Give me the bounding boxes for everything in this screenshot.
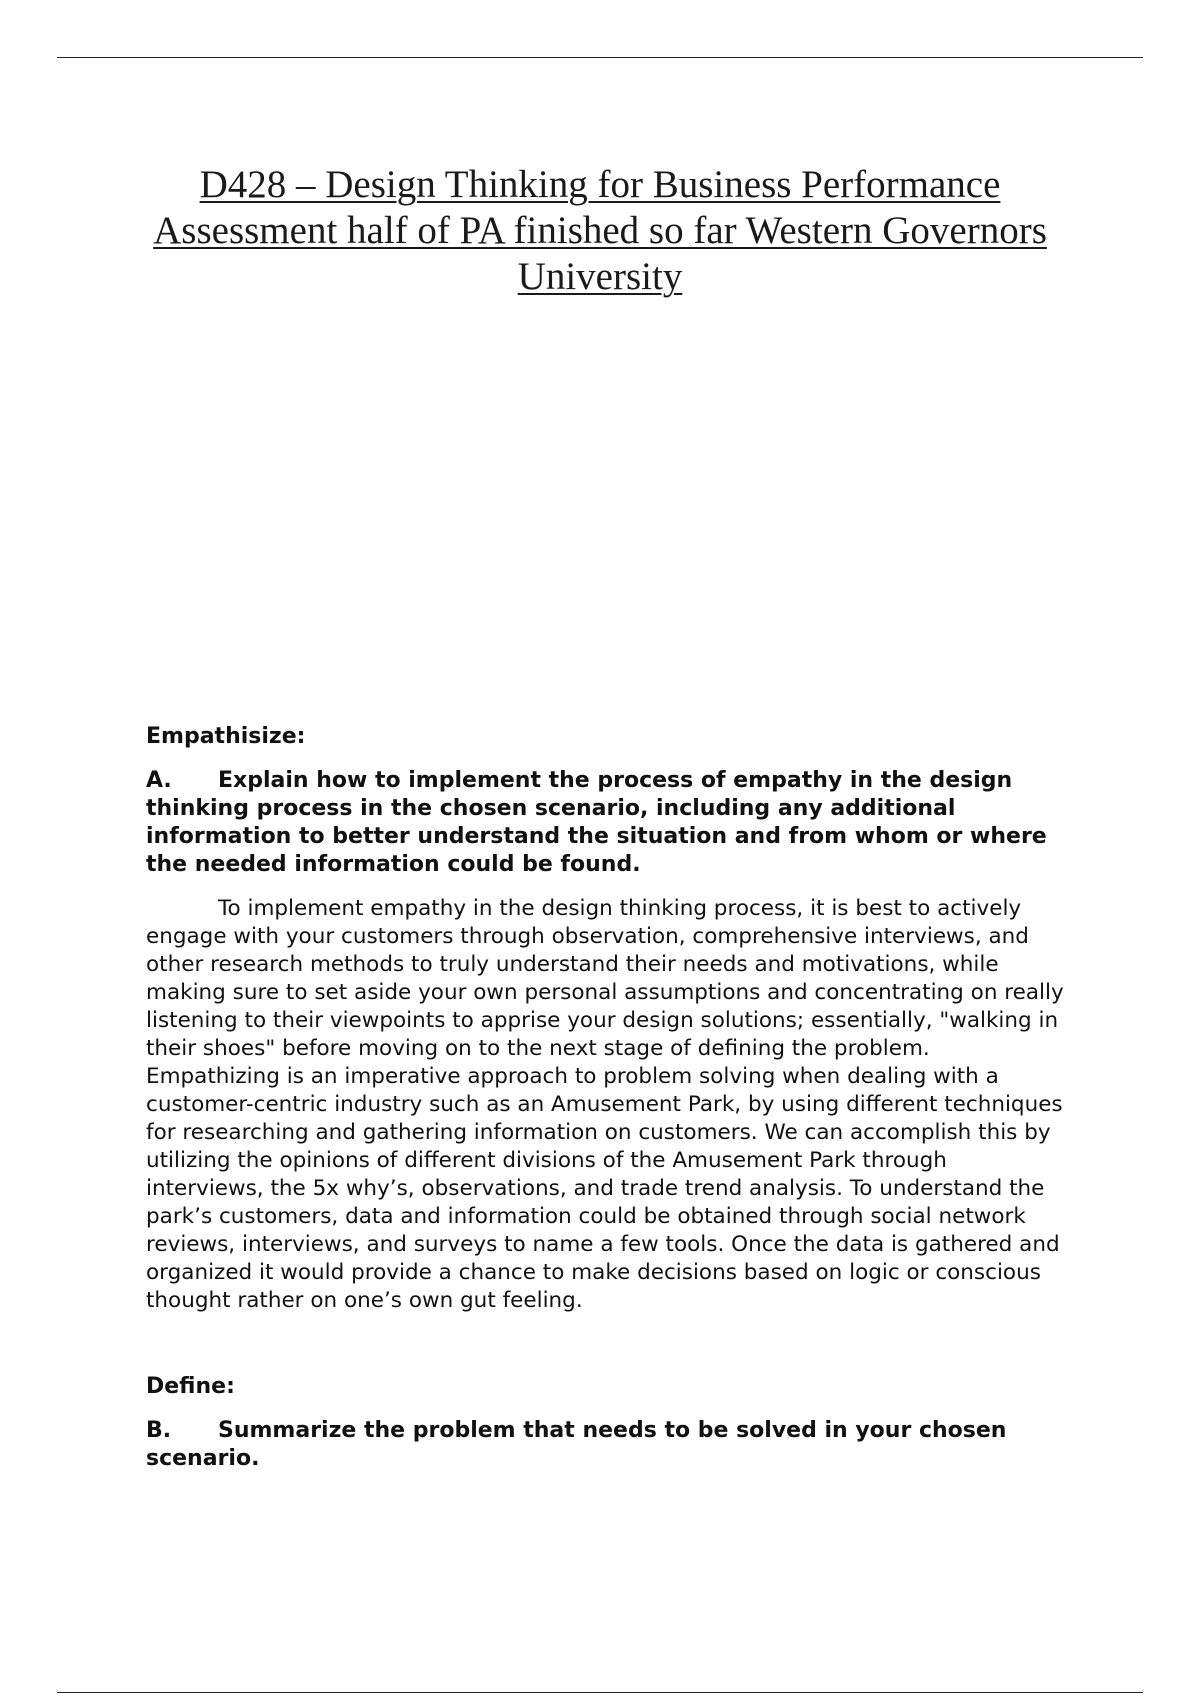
question-letter: B.	[146, 1418, 172, 1443]
question-a	[146, 767, 1066, 879]
section-heading: Define:	[146, 1374, 235, 1399]
section-spacer	[146, 1315, 1076, 1373]
answer-paragraph: To implement empathy in the design thinking process, it is best to actively engage with your customers through observation, comprehensive interviews, and other research methods to truly understand their needs and motivations, while making sure to set aside your own personal assumptions and concentrating on really listening to their viewpoints to apprise your design solutions; essentially, "walking in their shoes" before moving on to the next stage of defining the problem. Empathizing is an imperative approach to problem solving when dealing with a customer-centric industry such as an Amusement Park, by using different techniques for researching and gathering information on customers. We can accomplish this by utilizing the opinions of different divisions of the Amusement Park through interviews, the 5x why’s, observations, and trade trend analysis. To understand the park’s customers, data and information could be obtained through social network reviews, interviews, and surveys to name a few tools. Once the data is gathered and organized it would provide a chance to make decisions based on logic or conscious thought rather on one’s own gut feeling.	[146, 896, 1064, 1313]
document-body	[146, 723, 1076, 1489]
question-letter: A.	[146, 768, 172, 793]
section-empathize	[146, 723, 1076, 1315]
question-text: Explain how to implement the process of empathy in the design thinking process in the chosen scenario, including any additional information to better understand the situation and from whom or where the needed information could be found.	[146, 768, 1047, 877]
page-bottom-rule	[57, 1692, 1143, 1693]
section-define	[146, 1373, 1076, 1473]
document-title	[110, 162, 1090, 300]
question-b	[146, 1417, 1066, 1473]
question-text: Summarize the problem that needs to be solved in your chosen scenario.	[146, 1418, 1007, 1471]
section-heading: Empathisize:	[146, 724, 306, 749]
page-top-rule	[57, 57, 1143, 58]
document-title-text: D428 – Design Thinking for Business Performance Assessment half of PA finished so far Western Governors University	[153, 163, 1047, 298]
